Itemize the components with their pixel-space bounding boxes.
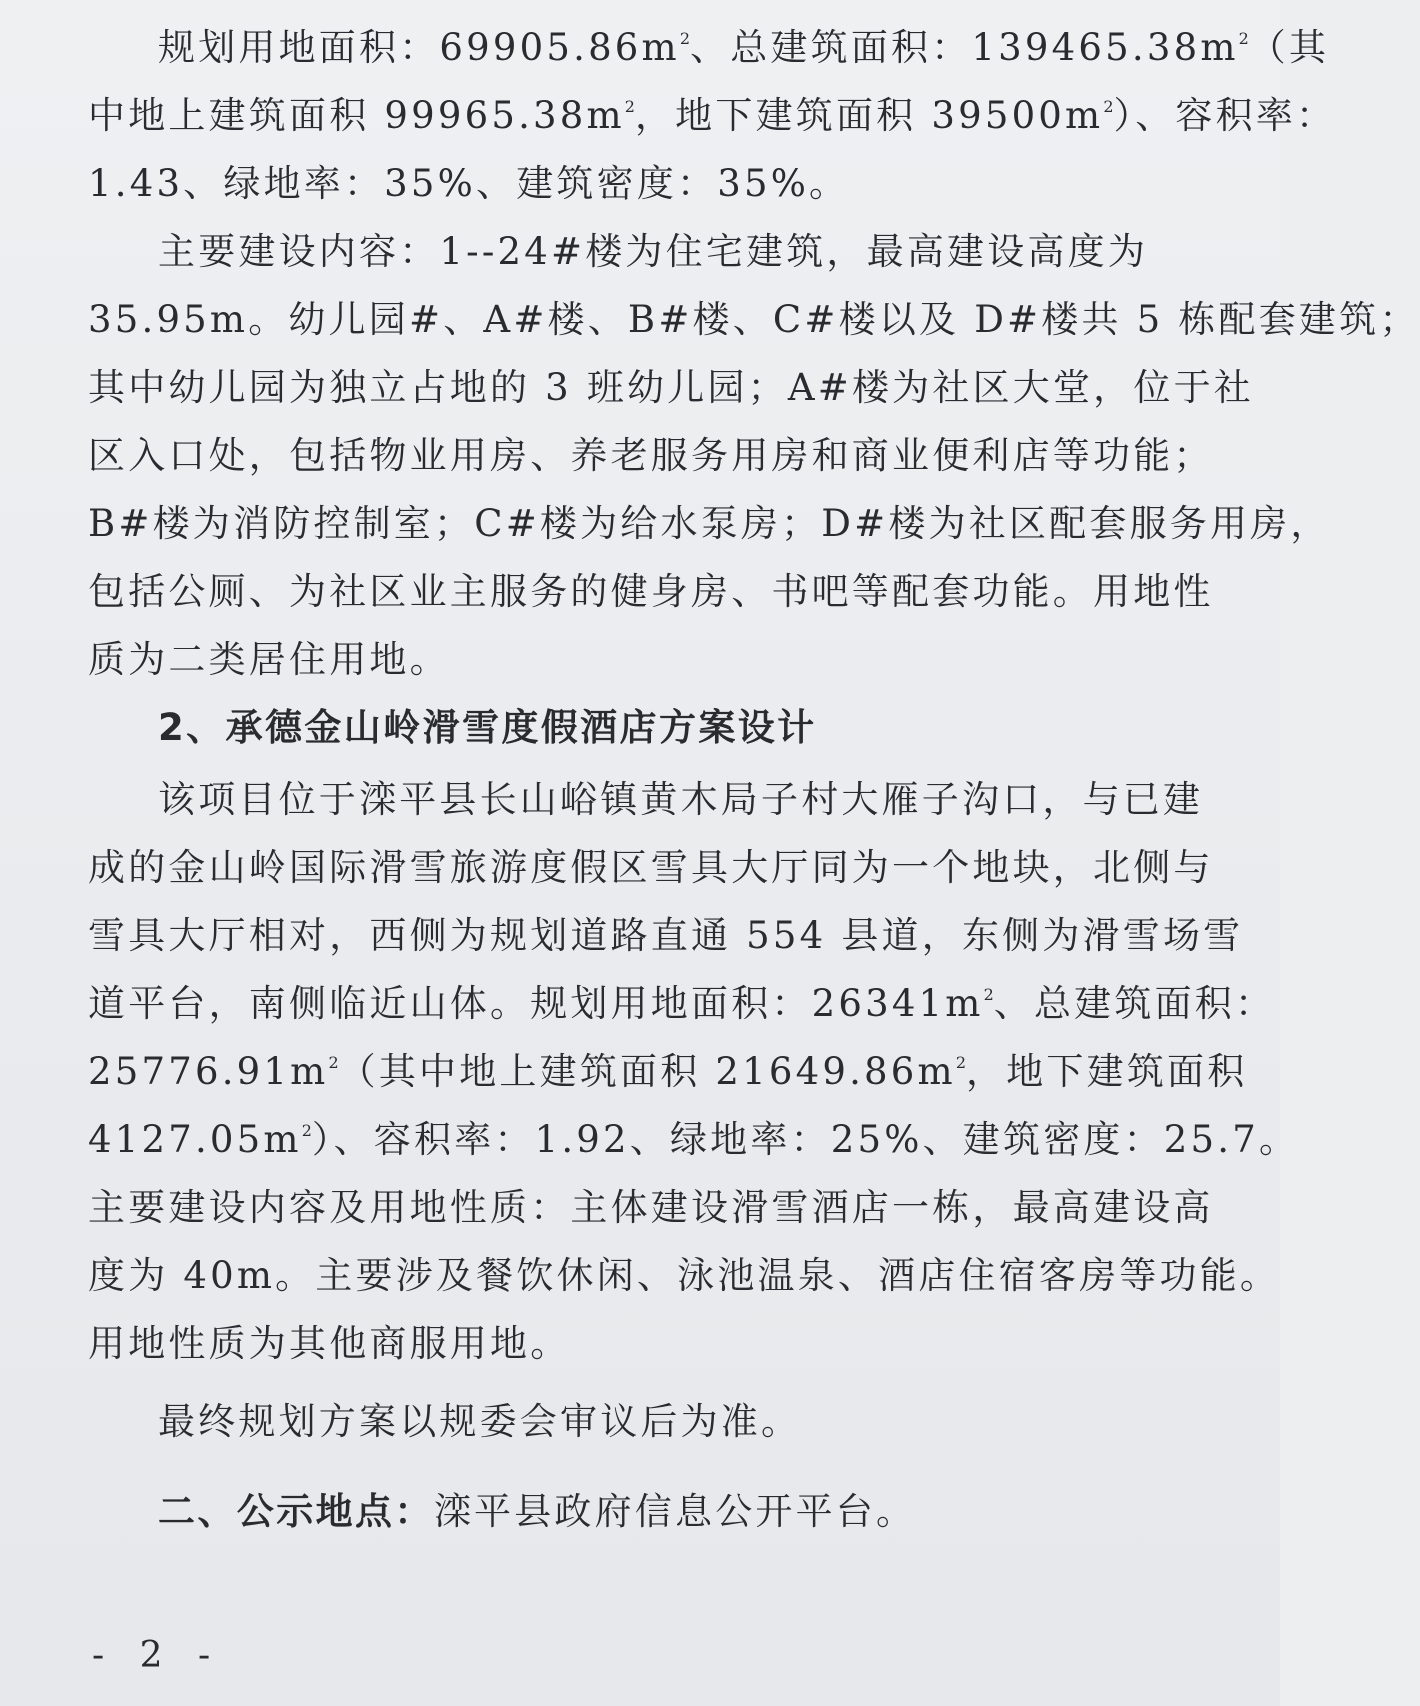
text-segment: ，地下建筑面积 39500m	[634, 94, 1104, 137]
text-line: B#楼为消防控制室；C#楼为给水泵房；D#楼为社区配套服务用房，	[88, 502, 1331, 545]
superscript: 2	[301, 1121, 312, 1140]
superscript: 2	[1238, 29, 1249, 48]
text-segment: 规划用地面积：69905.86m	[158, 26, 680, 69]
superscript: 2	[955, 1053, 967, 1072]
text-line: 度为 40m。主要涉及餐饮休闲、泳池温泉、酒店住宿客房等功能。	[88, 1254, 1281, 1297]
text-segment: 4127.05m	[88, 1118, 302, 1161]
text-segment: ）、容积率：	[1113, 94, 1337, 137]
text-line: 该项目位于滦平县长山峪镇黄木局子村大雁子沟口，与已建	[158, 778, 1204, 821]
text-line: 用地性质为其他商服用地。	[88, 1322, 571, 1365]
page-number: - 2 -	[92, 1635, 223, 1676]
text-segment: 、总建筑面积：139465.38m	[690, 26, 1239, 69]
text-line: 质为二类居住用地。	[88, 638, 450, 681]
text-line	[158, 24, 1329, 72]
text-line: 区入口处，包括物业用房、养老服务用房和商业便利店等功能；	[88, 434, 1214, 477]
location-value: 滦平县政府信息公开平台。	[433, 1490, 917, 1533]
text-segment: 25776.91m	[88, 1050, 329, 1093]
text-line: 包括公厕、为社区业主服务的健身房、书吧等配套功能。用地性	[88, 570, 1214, 613]
superscript: 2	[624, 97, 635, 116]
superscript: 2	[679, 29, 691, 48]
text-segment: 、总建筑面积：	[993, 982, 1276, 1025]
superscript: 2	[1103, 97, 1114, 116]
location-line	[158, 1488, 916, 1536]
superscript: 2	[983, 985, 994, 1004]
text-line: 成的金山岭国际滑雪旅游度假区雪具大厅同为一个地块，北侧与	[88, 846, 1214, 889]
text-line	[88, 1048, 1247, 1096]
text-segment: 中地上建筑面积 99965.38m	[88, 94, 625, 137]
text-line: 主要建设内容：1--24#楼为住宅建筑，最高建设高度为	[158, 230, 1149, 273]
text-segment: （其中地上建筑面积 21649.86m	[338, 1050, 956, 1093]
text-line: 1.43、绿地率：35%、建筑密度：35%。	[88, 162, 850, 205]
section-heading: 2、承德金山岭滑雪度假酒店方案设计	[158, 706, 817, 749]
text-line: 雪具大厅相对，西侧为规划道路直通 554 县道，东侧为滑雪场雪	[88, 914, 1244, 957]
text-segment: ）、容积率：1.92、绿地率：25%、建筑密度：25.7。	[311, 1118, 1300, 1161]
text-segment: 道平台，南侧临近山体。规划用地面积：26341m	[88, 982, 984, 1025]
location-label: 二、公示地点：	[158, 1490, 434, 1533]
text-line	[88, 92, 1336, 140]
text-segment: ，地下建筑面积	[966, 1050, 1248, 1093]
superscript: 2	[328, 1053, 339, 1072]
text-line	[88, 1116, 1299, 1164]
text-line: 主要建设内容及用地性质：主体建设滑雪酒店一栋，最高建设高	[88, 1186, 1214, 1229]
final-note: 最终规划方案以规委会审议后为准。	[158, 1400, 802, 1443]
text-line	[88, 980, 1275, 1028]
text-line: 其中幼儿园为独立占地的 3 班幼儿园；A#楼为社区大堂，位于社	[88, 366, 1254, 409]
text-line: 35.95m。幼儿园#、A#楼、B#楼、C#楼以及 D#楼共 5 栋配套建筑；	[88, 298, 1420, 341]
text-segment: （其	[1248, 26, 1330, 69]
